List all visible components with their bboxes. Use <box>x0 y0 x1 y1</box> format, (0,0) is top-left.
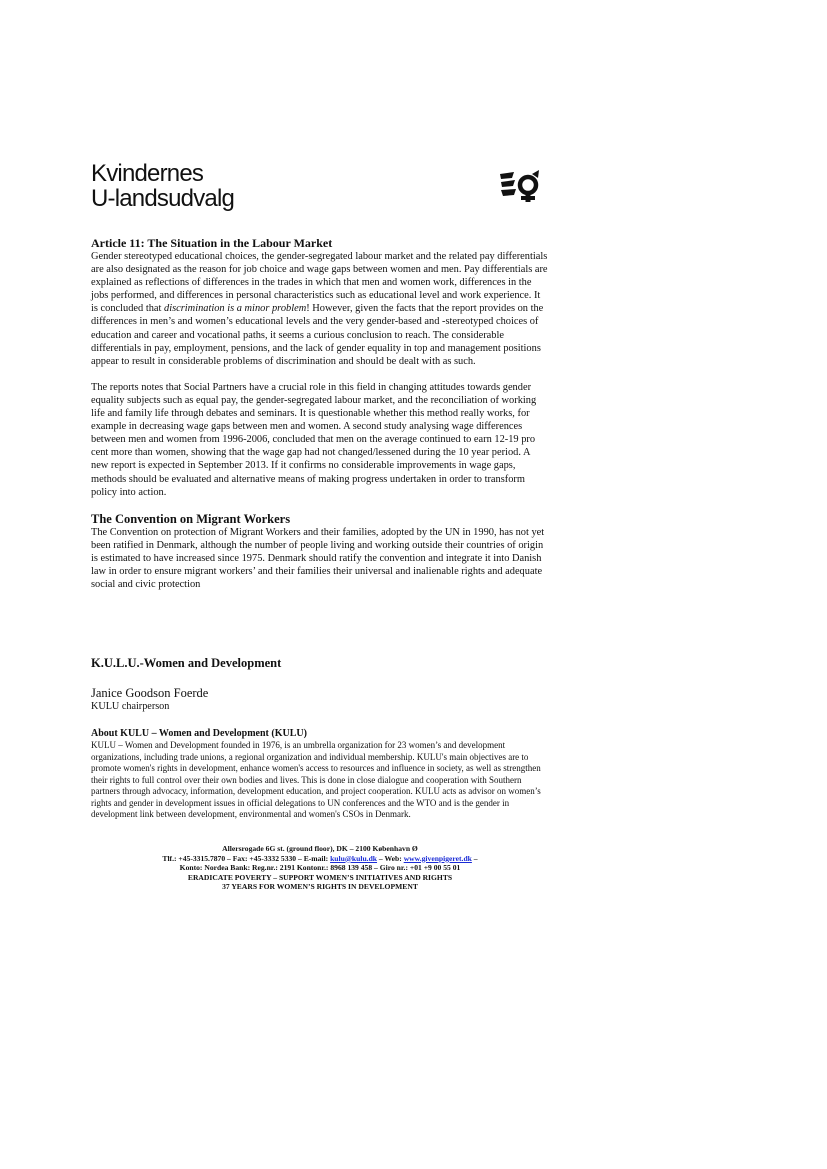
main-content <box>91 236 549 591</box>
website-link[interactable]: www.givenpigeret.dk <box>403 853 472 863</box>
migrant-workers-heading: The Convention on Migrant Workers <box>91 511 291 526</box>
kulu-title: K.U.L.U.-Women and Development <box>91 656 282 670</box>
footer-slogan-2: 37 YEARS FOR WOMEN’S RIGHTS IN DEVELOPMENT <box>222 882 418 892</box>
emphasis-text: discrimination is a minor problem <box>164 303 307 315</box>
footer-slogan-1: ERADICATE POVERTY – SUPPORT WOMEN’S INITIATIVES AND RIGHTS <box>187 872 453 882</box>
letterhead-footer <box>91 844 549 892</box>
contact-text: – <box>471 853 478 863</box>
contact-text: – Web: <box>377 853 404 863</box>
footer-bank: Konto: Nordea Bank: Reg.nr.: 2191 Kontonr.: 8968 139 458 – Giro nr.: +01 +9 00 55 01 <box>179 863 461 873</box>
organization-logo-text <box>91 161 234 211</box>
article-11-paragraph-2: The reports notes that Social Partners have a crucial role in this field in changing attitudes towards gender equality subjects such as equal pay, the gender-segregated labour market, and the reconciliation of working life and family life through debates and seminars. It is questionable whether this method really works, for example in decreasing wage gaps between men and women. A second study analysing wage differences between men and women from 1996-2006, concluded that men on the average continued to earn 12-19 pro cent more than women, showing that the wage gap had not changed/lessened during the 10 year period. A new report is expected in September 2013. If it confirms no considerable improvements in wage gaps, methods should be evaluated and alternative means of making progress undertaken in order to transform policy into action. <box>91 381 537 498</box>
article-11-paragraph-1 <box>91 250 549 368</box>
women-symbol-logo-icon <box>498 170 540 204</box>
footer-contact <box>91 854 549 864</box>
signer-name: Janice Goodson Foerde <box>91 686 209 700</box>
paragraph-text: Gender stereotyped educational choices, the gender-segregated labour market and the related pay differentials are also designated as the reason for job choice and wage gaps between women and men. Pay differentials are explained as reflections of differences in the trades in which that men and women work, differences in the jobs performed, and differences in personal characteristics such as educational level and work experience. It is concluded that <box>91 251 548 315</box>
footer-address: Allersrogade 6G st. (ground floor), DK – 2100 København Ø <box>222 844 418 853</box>
article-11-heading: Article 11: The Situation in the Labour Market <box>91 236 333 250</box>
logo-line-1: Kvindernes <box>91 160 204 187</box>
about-kulu-text: KULU – Women and Development founded in 1976, is an umbrella organization for 23 women’s and development organizations, including trade unions, a regional organization and individual membership. KULU's main objectives are to promote women's rights in development, enhance women's access to resources and influence in society, as well as strengthen their rights to full control over their own bodies and lives. This is done in close dialogue and cooperation with Southern partners through advocacy, information, development education, and project cooperation. KULU acts as advisor on women’s rights and gender in development issues in official delegations to UN conferences and the WTO and is the gender in development link between development, environmental and women's CSOs in Denmark. <box>91 740 541 819</box>
about-kulu-section <box>91 728 549 821</box>
email-link[interactable]: kulu@kulu.dk <box>330 853 378 863</box>
signer-role: KULU chairperson <box>91 701 170 712</box>
migrant-workers-paragraph: The Convention on protection of Migrant Workers and their families, adopted by the UN in 1990, has not yet been ratified in Denmark, although the number of people living and working outside their countries of origin is estimated to have increased since 1975. Denmark should ratify the convention and integrate it into Danish law in order to ensure migrant workers’ and their families their universal and inalienable rights and adequate social and civic protection <box>91 526 545 591</box>
logo-line-2: U-landsudvalg <box>91 185 235 212</box>
about-kulu-heading: About KULU – Women and Development (KULU) <box>91 728 307 739</box>
paragraph-text: ! However, given the facts that the report provides on the differences in men’s and women’s educational levels and the very gender-based and -stereotyped choices of education and career and vocational paths, it seems a curious conclusion to reach. The considerable differentials in pay, employment, pensions, and the lack of gender equality in top and management positions appear to result in considerable problems of discrimination and should be dealt with as such. <box>91 303 544 367</box>
contact-text: Tlf.: +45-3315.7870 – Fax: +45-3332 5330 – E-mail: <box>162 853 331 863</box>
